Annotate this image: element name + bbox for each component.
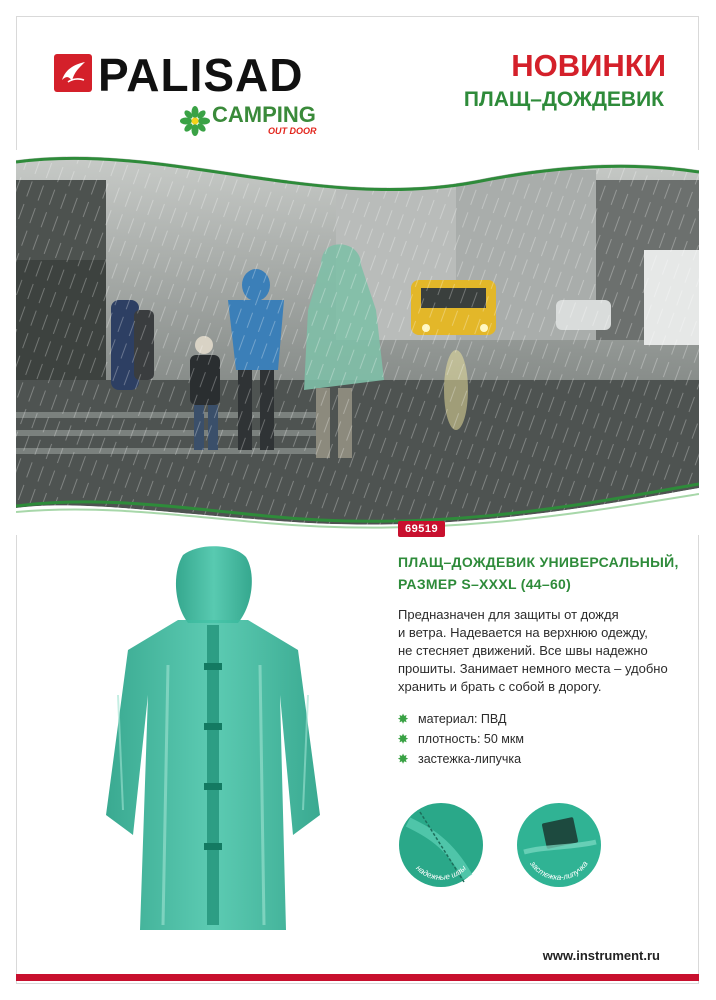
velcro-detail-image bbox=[516, 802, 602, 888]
spec-fastener: застежка-липучка bbox=[418, 752, 522, 766]
rainy-street-photo bbox=[16, 150, 699, 535]
product-description bbox=[398, 606, 683, 696]
brand-name: PALISAD bbox=[98, 49, 304, 101]
spec-item bbox=[398, 709, 524, 729]
headline-product: ПЛАЩ–ДОЖДЕВИК bbox=[463, 88, 664, 111]
green-star-bullet-icon: ✸ bbox=[398, 752, 409, 766]
red-square-bird-icon bbox=[54, 54, 92, 92]
subbrand-tag: OUT DOOR bbox=[268, 126, 317, 136]
spec-list bbox=[398, 709, 524, 769]
footer-red-line bbox=[16, 974, 699, 981]
description-line: хранить и брать с собой в дорогу. bbox=[398, 679, 602, 694]
description-line: прошиты. Занимает немного места – удобно bbox=[398, 661, 668, 676]
velcro-label: застежка-липучка bbox=[528, 859, 590, 882]
green-star-bullet-icon: ✸ bbox=[398, 712, 409, 726]
description-line: не стесняет движений. Все швы надежно bbox=[398, 643, 648, 658]
green-star-bullet-icon: ✸ bbox=[398, 732, 409, 746]
description-line: Предназначен для защиты от дождя bbox=[398, 607, 619, 622]
sku-badge: 69519 bbox=[398, 521, 445, 537]
seams-label: надежные швы bbox=[414, 863, 468, 882]
spec-density: плотность: 50 мкм bbox=[418, 732, 524, 746]
raincoat-product-image bbox=[88, 545, 338, 945]
spec-item bbox=[398, 729, 524, 749]
product-title-line-1: ПЛАЩ–ДОЖДЕВИК УНИВЕРСАЛЬНЫЙ, bbox=[398, 554, 679, 570]
spec-material: материал: ПВД bbox=[418, 712, 507, 726]
description-line: и ветра. Надевается на верхнюю одежду, bbox=[398, 625, 648, 640]
website-link[interactable]: www.instrument.ru bbox=[542, 948, 660, 963]
seams-detail-image bbox=[398, 802, 484, 888]
green-flower-icon bbox=[180, 106, 210, 136]
subbrand-name: CAMPING bbox=[212, 102, 316, 127]
product-title bbox=[398, 551, 688, 595]
product-title-line-2: РАЗМЕР S–XXXL (44–60) bbox=[398, 576, 572, 592]
palisad-logo bbox=[38, 38, 338, 138]
spec-item bbox=[398, 749, 524, 769]
headline-new: НОВИНКИ bbox=[511, 48, 666, 83]
